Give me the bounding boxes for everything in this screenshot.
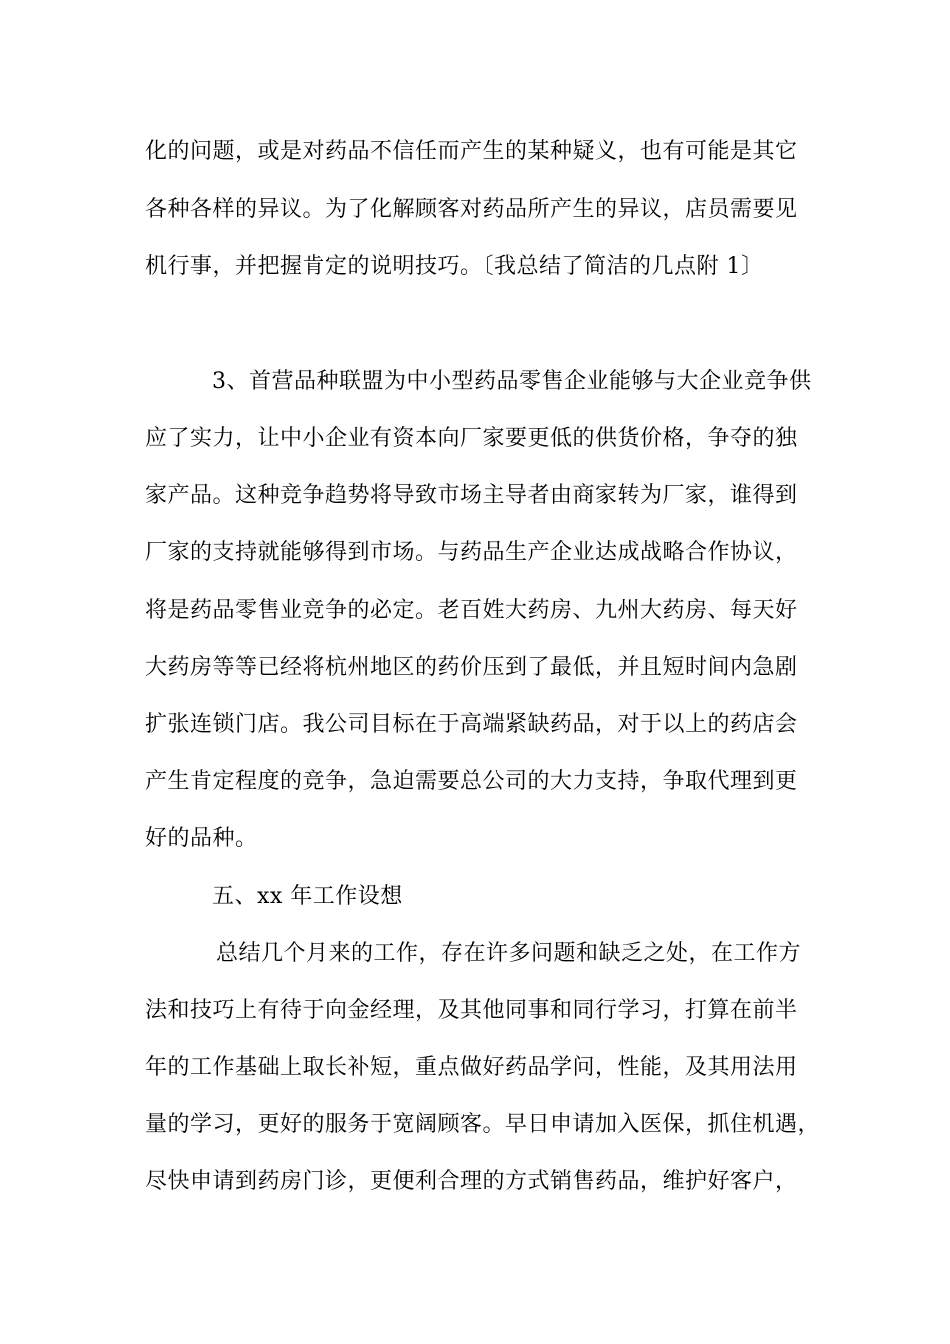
paragraph-line: 应了实力，让中小企业有资本向厂家要更低的供货价格，争夺的独 [145,426,798,451]
paragraph-line: 厂家的支持就能够得到市场。与药品生产企业达成战略合作协议， [145,540,798,565]
paragraph-line: 总结几个月来的工作，存在许多问题和缺乏之处，在工作方 [216,941,802,966]
paragraph-line: 家产品。这种竞争趋势将导致市场主导者由商家转为厂家，谁得到 [145,483,798,508]
paragraph-line: 尽快申请到药房门诊，更便利合理的方式销售药品，维护好客户， [145,1169,798,1194]
paragraph-line: 扩张连锁门店。我公司目标在于高端紧缺药品，对于以上的药店会 [145,712,798,737]
paragraph-line: 好的品种。 [145,826,258,851]
section-heading: 五、xx 年工作设想 [212,884,403,909]
paragraph-line: 年的工作基础上取长补短，重点做好药品学问，性能，及其用法用 [145,1055,798,1080]
paragraph-line: 将是药品零售业竞争的必定。老百姓大药房、九州大药房、每天好 [145,598,798,623]
paragraph-line: 各种各样的异议。为了化解顾客对药品所产生的异议，店员需要见 [145,197,798,222]
paragraph-line: 3、首营品种联盟为中小型药品零售企业能够与大企业竞争供 [212,369,812,394]
paragraph-line: 化的问题，或是对药品不信任而产生的某种疑义，也有可能是其它 [145,139,798,164]
paragraph-line: 量的学习，更好的服务于宽阔顾客。早日申请加入医保，抓住机遇， [145,1112,821,1137]
paragraph-line: 大药房等等已经将杭州地区的药价压到了最低，并且短时间内急剧 [145,655,798,680]
paragraph-line: 产生肯定程度的竞争，急迫需要总公司的大力支持，争取代理到更 [145,769,798,794]
paragraph-line: 机行事，并把握肯定的说明技巧。〔我总结了简洁的几点附 1〕 [145,254,764,279]
paragraph-line: 法和技巧上有待于向金经理，及其他同事和同行学习，打算在前半 [145,998,798,1023]
